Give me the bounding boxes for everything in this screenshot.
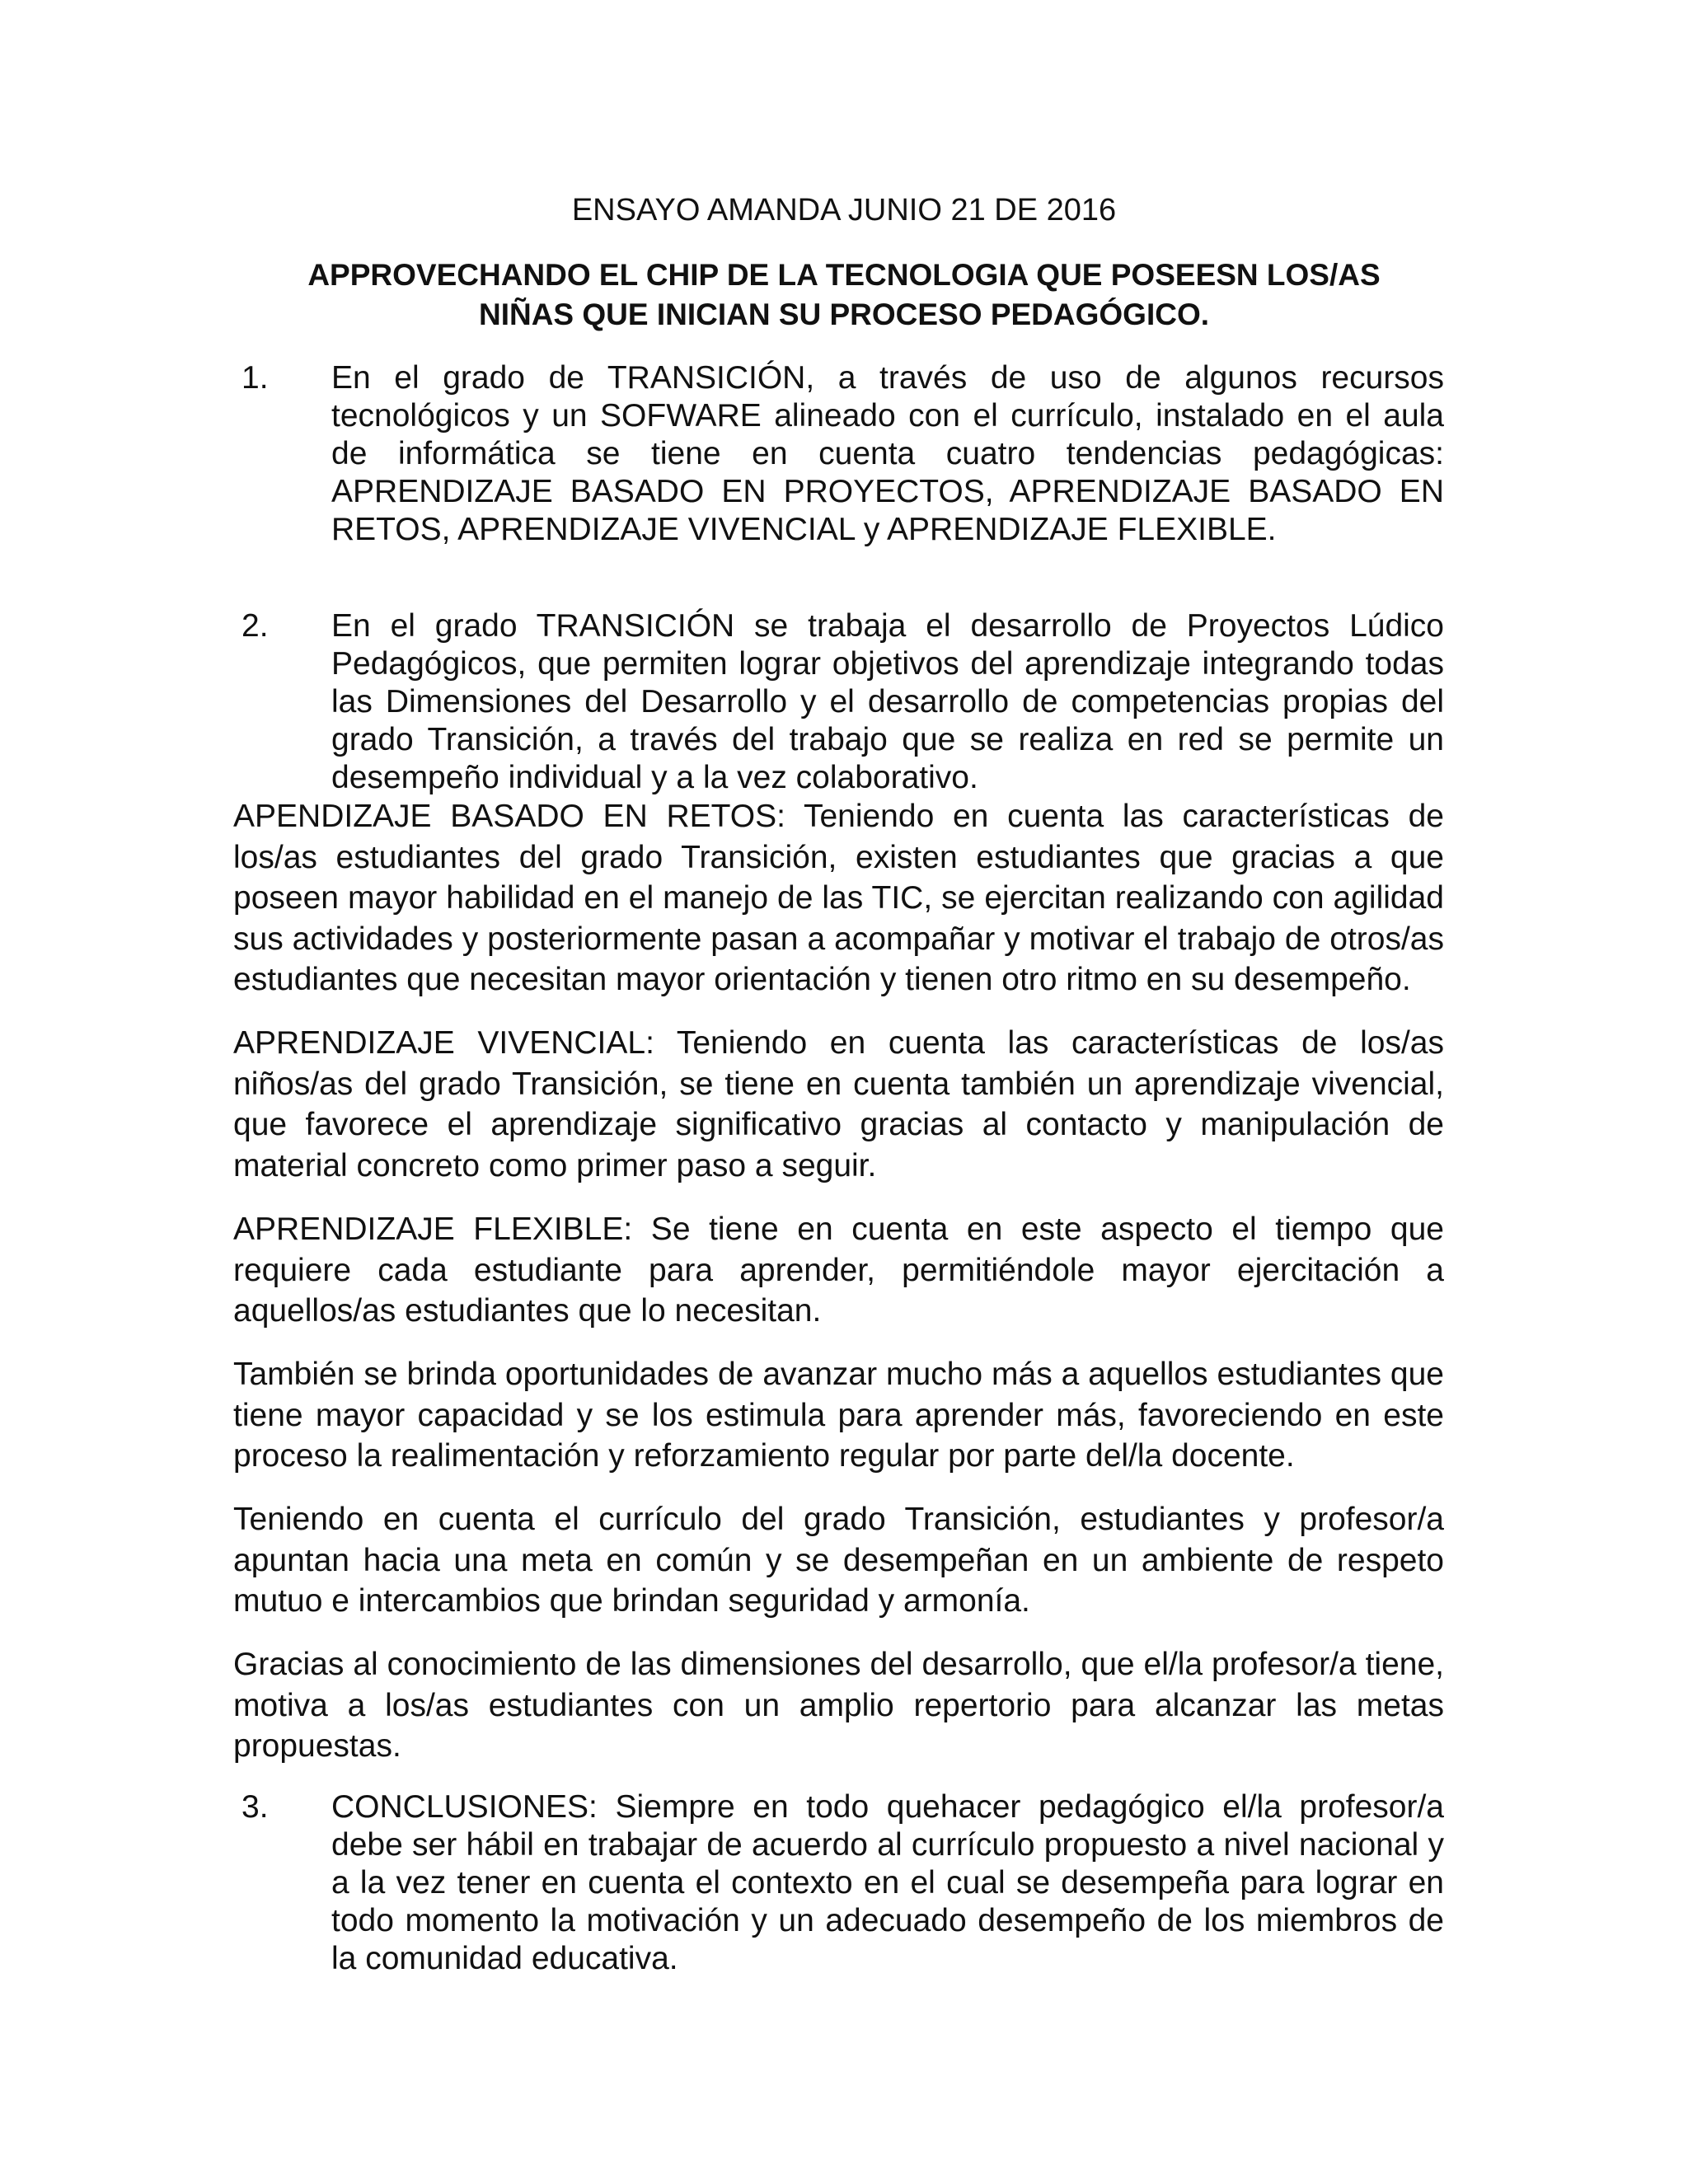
paragraph-vivencial: APRENDIZAJE VIVENCIAL: Teniendo en cuenta las características de los/as niños/as del grado Transición, se tiene en cuenta también un aprendizaje vivencial, que favorece el aprendizaje significativo gracias al contacto y manipulación de material concreto como primer paso a seguir. [233,1025,1444,1183]
item-text: CONCLUSIONES: Siempre en todo quehacer pedagógico el/la profesor/a debe ser hábil en trabajar de acuerdo al currículo propuesto a nivel nacional y a la vez tener en cuenta el contexto en el cual se desempeña para lograr en todo momento la motivación y un adecuado desempeño de los miembros de la comunidad educativa. [331,1789,1444,1976]
paragraph-oportunidades: También se brinda oportunidades de avanzar mucho más a aquellos estudiantes que tiene mayor capacidad y se los estimula para aprender más, favoreciendo en este proceso la realimentación y reforzamiento regular por parte del/la docente. [233,1357,1444,1474]
paragraph-retos: APENDIZAJE BASADO EN RETOS: Teniendo en cuenta las características de los/as estudiantes del grado Transición, existen estudiantes que gracias a que poseen mayor habilidad en el manejo de las TIC, se ejercitan realizando con agilidad sus actividades y posteriormente pasan a acompañar y motivar el trabajo de otros/as estudiantes que necesitan mayor orientación y tienen otro ritmo en su desempeño. [233,799,1444,997]
paragraph-flexible: APRENDIZAJE FLEXIBLE: Se tiene en cuenta en este aspecto el tiempo que requiere cada estudiante para aprender, permitiéndole mayor ejercitación a aquellos/as estudiantes que lo necesitan. [233,1212,1444,1329]
item-number: 1. [241,360,269,396]
paragraph-curriculo: Teniendo en cuenta el currículo del grado Transición, estudiantes y profesor/a apuntan hacia una meta en común y se desempeñan en un ambiente de respeto mutuo e intercambios que brindan seguridad y armonía. [233,1502,1444,1619]
essay-title-line-2: NIÑAS QUE INICIAN SU PROCESO PEDAGÓGICO. [478,298,1210,331]
item-number: 3. [241,1789,269,1825]
essay-meta-line: ENSAYO AMANDA JUNIO 21 DE 2016 [571,193,1117,227]
paragraph-dimensiones: Gracias al conocimiento de las dimensiones del desarrollo, que el/la profesor/a tiene, motiva a los/as estudiantes con un amplio repertorio para alcanzar las metas propuestas. [233,1647,1444,1764]
essay-title [0,255,1688,335]
item-text: En el grado de TRANSICIÓN, a través de uso de algunos recursos tecnológicos y un SOFWARE alineado con el currículo, instalado en el aula de informática se tiene en cuenta cuatro tendencias pedagógicas: APRENDIZAJE BASADO EN PROYECTOS, APRENDIZAJE BASADO EN RETOS, APRENDIZAJE VIVENCIAL y APRENDIZAJE FLEXIBLE. [331,360,1444,547]
item-text: En el grado TRANSICIÓN se trabaja el desarrollo de Proyectos Lúdico Pedagógicos, que permiten lograr objetivos del aprendizaje integrando todas las Dimensiones del Desarrollo y el desarrollo de competencias propias del grado Transición, a través del trabajo que se realiza en red se permite un desempeño individual y a la vez colaborativo. [331,608,1444,795]
essay-title-line-1: APPROVECHANDO EL CHIP DE LA TECNOLOGIA QUE POSEESN LOS/AS [307,258,1381,292]
item-number: 2. [241,608,269,644]
